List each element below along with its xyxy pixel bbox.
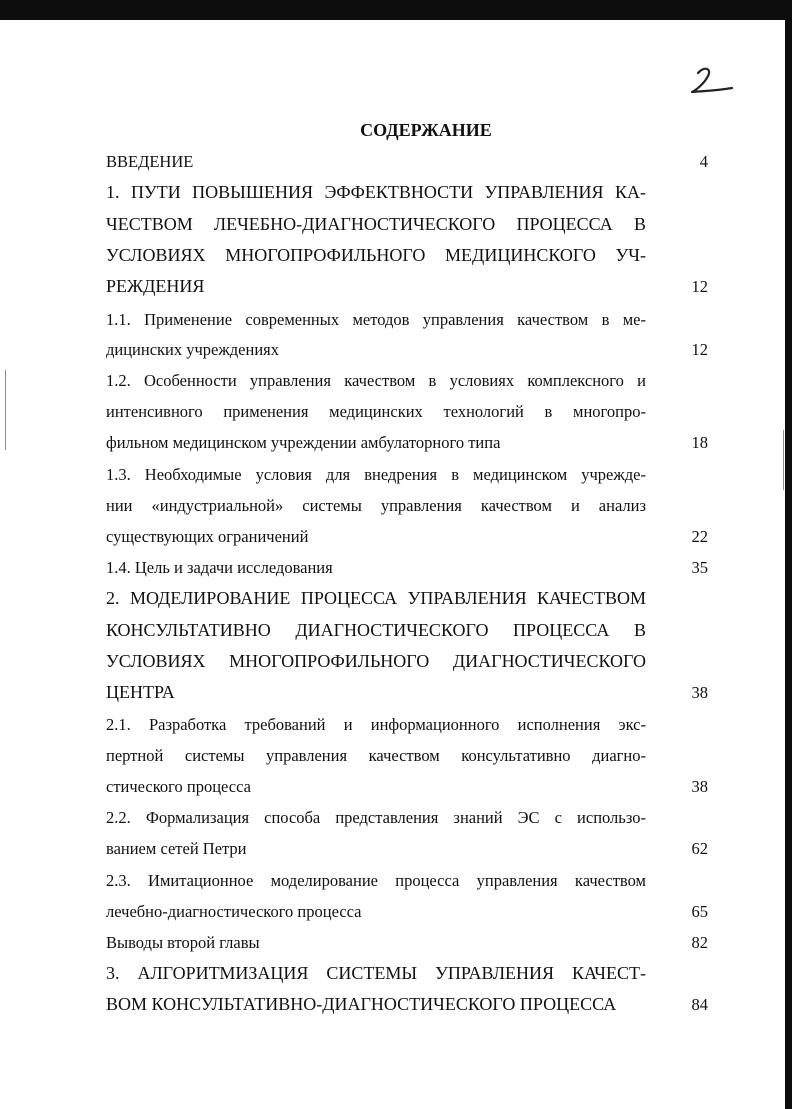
toc-entry-line: пертной системы управления качеством консультативно диагно- xyxy=(106,746,646,765)
toc-entry-page: 38 xyxy=(691,683,708,702)
toc-entry-page: 12 xyxy=(691,277,708,296)
toc-entry-line: 3. АЛГОРИТМИЗАЦИЯ СИСТЕМЫ УПРАВЛЕНИЯ КАЧЕСТ- xyxy=(106,963,646,983)
toc-entry-line: лечебно-диагностического процесса xyxy=(106,902,362,921)
toc-entry-line: интенсивного применения медицинских технологий в многопро- xyxy=(106,402,646,421)
handwritten-page-number-glyph xyxy=(688,60,738,100)
toc-entry-page: 12 xyxy=(691,340,708,359)
toc-entry-line: ВВЕДЕНИЕ xyxy=(106,152,194,171)
scan-top-border xyxy=(0,0,792,20)
toc-entry-line: 1.2. Особенности управления качеством в условиях комплексного и xyxy=(106,371,646,390)
toc-entry-line: дицинских учреждениях xyxy=(106,340,280,359)
toc-entry-line: УСЛОВИЯХ МНОГОПРОФИЛЬНОГО ДИАГНОСТИЧЕСКОГО xyxy=(106,651,646,671)
toc-title: СОДЕРЖАНИЕ xyxy=(360,120,492,140)
handwritten-page-number xyxy=(688,60,738,100)
toc-entry-line: 1. ПУТИ ПОВЫШЕНИЯ ЭФФЕКТВНОСТИ УПРАВЛЕНИЯ КА- xyxy=(106,182,646,202)
toc-entry-line: стического процесса xyxy=(106,777,251,796)
toc-entry-line: 1.1. Применение современных методов управления качеством в ме- xyxy=(106,310,646,329)
toc-entry-page: 65 xyxy=(691,902,708,921)
scan-right-border xyxy=(785,0,792,1109)
toc-entry-line: ванием сетей Петри xyxy=(106,839,247,858)
toc-entry-line: 1.4. Цель и задачи исследования xyxy=(106,558,333,577)
toc-entry-line: 2. МОДЕЛИРОВАНИЕ ПРОЦЕССА УПРАВЛЕНИЯ КАЧЕСТВОМ xyxy=(106,588,646,608)
toc-entry-line: 2.1. Разработка требований и информационного исполнения экс- xyxy=(106,715,646,734)
toc-entry-line: ЧЕСТВОМ ЛЕЧЕБНО-ДИАГНОСТИЧЕСКОГО ПРОЦЕССА В xyxy=(106,214,646,234)
scan-speck xyxy=(5,370,6,450)
toc-entry-line: КОНСУЛЬТАТИВНО ДИАГНОСТИЧЕСКОГО ПРОЦЕССА В xyxy=(106,620,646,640)
toc-entry-page: 4 xyxy=(699,152,708,171)
toc-entry-page: 38 xyxy=(691,777,708,796)
toc-entry-line: ВОМ КОНСУЛЬТАТИВНО-ДИАГНОСТИЧЕСКОГО ПРОЦЕССА xyxy=(106,994,617,1014)
toc-entry-line: 2.3. Имитационное моделирование процесса управления качеством xyxy=(106,871,646,890)
toc-entry-line: УСЛОВИЯХ МНОГОПРОФИЛЬНОГО МЕДИЦИНСКОГО УЧ- xyxy=(106,245,646,265)
toc-entry-line: Выводы второй главы xyxy=(106,933,260,952)
toc-entry-line: ЦЕНТРА xyxy=(106,682,175,702)
toc-entry-page: 18 xyxy=(691,433,708,452)
toc-entry-page: 35 xyxy=(691,558,708,577)
toc-entry-line: 2.2. Формализация способа представления знаний ЭС с использо- xyxy=(106,808,646,827)
toc-entry-line: существующих ограничений xyxy=(106,527,309,546)
toc-entry-line: 1.3. Необходимые условия для внедрения в медицинском учрежде- xyxy=(106,465,646,484)
scan-speck xyxy=(783,430,784,490)
toc-entry-line: фильном медицинском учреждении амбулаторного типа xyxy=(106,433,501,452)
toc-entry-line: нии «индустриальной» системы управления качеством и анализ xyxy=(106,496,646,515)
toc-entry-page: 62 xyxy=(691,839,708,858)
toc-entry-page: 82 xyxy=(691,933,708,952)
toc-entry-page: 22 xyxy=(691,527,708,546)
toc-entry-line: РЕЖДЕНИЯ xyxy=(106,276,205,296)
toc-entry-page: 84 xyxy=(691,995,708,1014)
